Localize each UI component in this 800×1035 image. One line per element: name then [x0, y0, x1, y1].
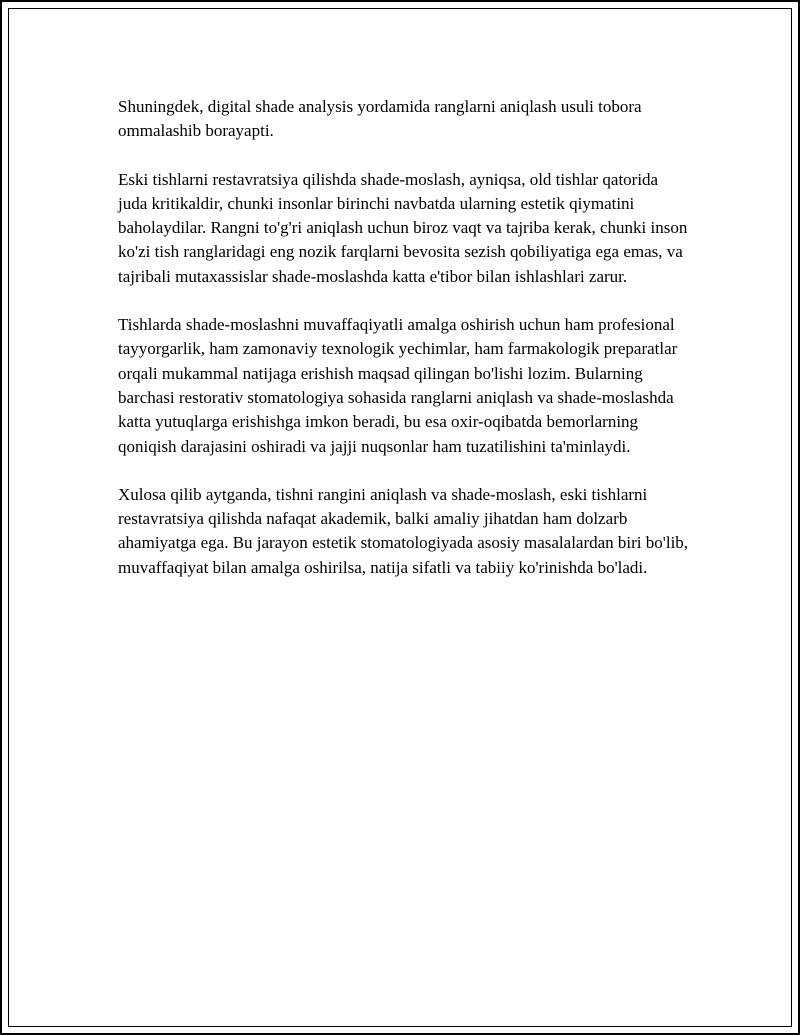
- document-body: [118, 95, 690, 604]
- paragraph-intro: Shuningdek, digital shade analysis yordamida ranglarni aniqlash usuli tobora ommalashib borayapti.: [118, 97, 642, 141]
- paragraph-restoration: Eski tishlarni restavratsiya qilishda shade-moslash, ayniqsa, old tishlar qatorida juda kritikaldir, chunki insonlar birinchi navbatda ularning estetik qiymatini baholaydilar. Rangni to'g'ri aniqlash uchun biroz vaqt va tajriba kerak, chunki inson ko'zi tish ranglaridagi eng nozik farqlarni bevosita sezish qobiliyatiga ega emas, va tajribali mutaxassislar shade-moslashda katta e'tibor bilan ishlashlari zarur.: [118, 169, 688, 286]
- paragraph-success: Tishlarda shade-moslashni muvaffaqiyatli amalga oshirish uchun ham profesional tayyorgarlik, ham zamonaviy texnologik yechimlar, ham farmakologik preparatlar orqali mukammal natijaga erishish maqsad qilingan bo'lishi lozim. Bularning barchasi restorativ stomatologiya sohasida ranglarni aniqlash va shade-moslashda katta yutuqlarga erishishga imkon beradi, bu esa oxir-oqibatda bemorlarning qoniqish darajasini oshiradi va jajji nuqsonlar ham tuzatilishini ta'minlaydi.: [118, 315, 678, 456]
- paragraph-conclusion: Xulosa qilib aytganda, tishni rangini aniqlash va shade-moslash, eski tishlarni restavratsiya qilishda nafaqat akademik, balki amaliy jihatdan ham dolzarb ahamiyatga ega. Bu jarayon estetik stomatologiyada asosiy masalalardan biri bo'lib, muvaffaqiyat bilan amalga oshirilsa, natija sifatli va tabiiy ko'rinishda bo'ladi.: [118, 484, 689, 577]
